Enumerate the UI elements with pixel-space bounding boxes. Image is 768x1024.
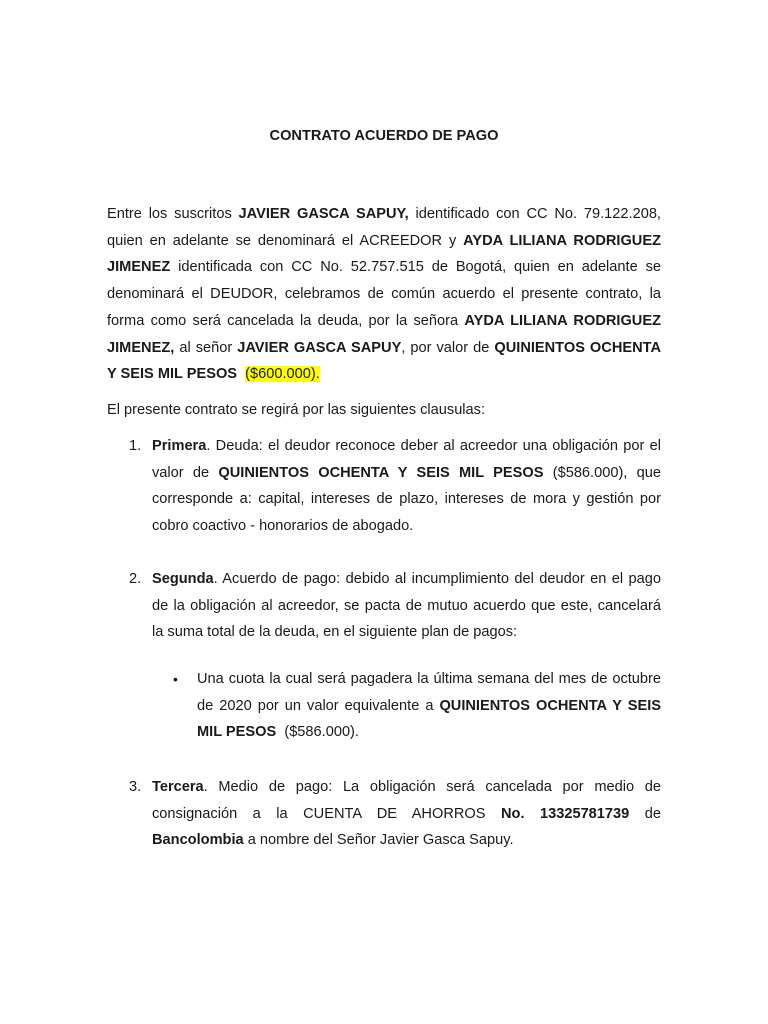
clause-2-text [152,566,661,646]
clause-3-text-1: . Medio de pago: La obligación será cancelada por medio de consignación a la CUENTA DE AHORROS [152,779,661,822]
clause-1-text-2: ($586.000), que corresponde a: capital, intereses de plazo, intereses de mora y gestión por cobro coactivo - honorarios de abogado. [152,464,661,535]
intro-paragraph [107,201,661,388]
document-title: CONTRATO ACUERDO DE PAGO [269,128,499,144]
clause-1-number: 1. [129,438,142,454]
bank-name: Bancolombia [152,832,244,849]
intro-text-6 [237,366,245,382]
creditor-name: JAVIER GASCA SAPUY, [238,206,409,222]
clause-2 [107,566,661,646]
clause-3-text [152,774,661,854]
payment-plan-bullet [107,666,661,746]
bullet-icon: • [173,671,178,687]
amount-in-words: QUINIENTOS OCHENTA Y SEIS MIL PESOS [107,339,662,383]
clause-1-text [152,433,661,540]
intro-text-5: , por valor de [401,339,495,356]
clause-2-text-1: . Acuerdo de pago: debido al incumplimiento del deudor en el pago de la obligación al acreedor, se pacta de mutuo acuerdo que este, cancelará la suma total de la deuda, en el siguiente plan de pagos: [152,571,661,641]
clause-3-text-3: a nombre del Señor Javier Gasca Sapuy. [243,832,514,849]
intro-text-2: identificado con CC No. 79.122.208, quien en adelante se denominará el ACREEDOR y [107,206,661,249]
clauses-lead: El presente contrato se regirá por las siguientes clausulas: [107,402,486,418]
clause-2-number: 2. [129,571,142,587]
clause-1-text-1: . Deuda: el deudor reconoce deber al acreedor una obligación por el valor de [152,438,661,481]
debtor-name-repeat: AYDA LILIANA RODRIGUEZ JIMENEZ, [107,312,661,356]
account-number: No. 13325781739 [500,805,630,822]
clause-1 [107,433,661,540]
clause-1-amount-words: QUINIENTOS OCHENTA Y SEIS MIL PESOS [218,464,544,481]
clause-3-number: 3. [129,779,142,795]
clause-3-label: Tercera [152,779,204,795]
clause-3 [107,774,661,854]
clause-1-label: Primera [152,438,207,454]
debtor-name: AYDA LILIANA RODRIGUEZ JIMENEZ [107,232,661,276]
bullet-amount-words: QUINIENTOS OCHENTA Y SEIS MIL PESOS [197,697,661,741]
clause-2-label: Segunda [152,571,214,587]
intro-text-3: identificada con CC No. 52.757.515 de Bogotá, quien en adelante se denominará el DEUDOR, celebramos de común acuerdo el presente contrato, la forma como será cancelada la deuda, por la señora [107,259,661,329]
bullet-text-2: ($586.000). [276,724,359,741]
creditor-name-repeat: JAVIER GASCA SAPUY [237,339,402,356]
highlighted-amount: ($600.000). [245,366,320,383]
bullet-text [197,666,661,746]
intro-text-1: Entre los suscritos [107,206,239,222]
clause-3-text-2: de [629,805,661,822]
bullet-text-1: Una cuota la cual será pagadera la última semana del mes de octubre de 2020 por un valor equivalente a [197,671,661,714]
intro-text-4: al señor [174,339,238,356]
